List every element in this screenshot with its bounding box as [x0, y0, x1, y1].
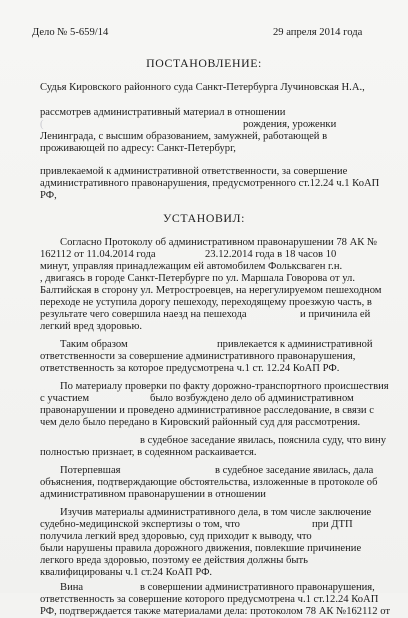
intro-line-3b: рождения, уроженки: [243, 119, 337, 130]
p5-line-3: административном правонарушении в отношении: [40, 489, 266, 500]
p1-line-2a: 162112 от 11.04.2014 года: [40, 249, 156, 260]
p3-line-4: чем дело было передано в Кировский районный суд для рассмотрения.: [40, 417, 361, 428]
intro-line-2: рассмотрев административный материал в отношении: [40, 107, 286, 118]
p1-line-1: Согласно Протоколу об административном правонарушении 78 АК №: [60, 237, 378, 248]
p6-line-3: получила легкий вред здоровью, суд приходит к выводу, что: [40, 531, 312, 542]
p7-line-1b: в совершении административного правонарушения,: [140, 582, 375, 593]
p1-line-4: , двигаясь в городе Санкт-Петербурге по ул. Маршала Говорова от ул.: [40, 273, 355, 284]
p7-line-1a: Вина: [60, 582, 84, 593]
p7-line-3: РФ, подтверждается также материалами дела: протоколом 78 АК №162112 от: [40, 606, 391, 617]
p5-line-1a: Потерпевшая: [60, 465, 121, 476]
p7-line-2: ответственность за совершение которого предусмотрена ч.1 ст.12.24 КоАП: [40, 594, 379, 605]
intro-line-1: Судья Кировского районного суда Санкт-Петербурга Лучиновская Н.А.,: [40, 82, 365, 93]
p4-line-1: в судебное заседание явилась, пояснила суду, что вину: [140, 435, 387, 446]
case-number: Дело № 5-659/14: [32, 27, 109, 38]
p1-line-7a: результате чего совершила наезд на пешехода: [40, 309, 247, 320]
p5-line-1b: в судебное заседание явилась, дала: [215, 465, 374, 476]
intro-line-5: проживающей по адресу: Санкт-Петербург,: [40, 143, 236, 154]
p2-line-3: ответственность за которое предусмотрена ч.1 ст. 12.24 КоАП РФ.: [40, 363, 340, 374]
p1-line-8: легкий вред здоровью.: [40, 321, 143, 332]
p3-line-2a: с участием: [40, 393, 90, 404]
intro-line-9: РФ,: [40, 190, 57, 201]
p1-line-5: Балтийская в сторону ул. Метростроевцев, на нерегулируемом пешеходном: [40, 285, 382, 296]
p4-line-2: полностью признает, в содеянном раскаивается.: [40, 447, 257, 458]
document-date: 29 апреля 2014 года: [273, 27, 363, 38]
p6-line-5: легкого вреда здоровью, поэтому ее действия должны быть: [40, 555, 308, 566]
p1-line-6: переходе не уступила дорогу пешеходу, переходящему проезжую часть, в: [40, 297, 372, 308]
intro-line-4: Ленинграда, с высшим образованием, замужней, работающей в: [40, 131, 328, 142]
intro-line-7: привлекаемой к административной ответственности, за совершение: [40, 166, 348, 177]
p1-line-3: минут, управляя принадлежащим ей автомобилем Фольксваген г.н.: [40, 261, 343, 272]
p6-line-4: были нарушены правила дорожного движения, повлекшие причинение: [40, 543, 362, 554]
p2-line-1b: привлекается к административной: [217, 339, 373, 350]
p6-line-6: квалифицированы ч.1 ст.24 КоАП РФ.: [40, 567, 213, 578]
p1-line-2b: 23.12.2014 года в 18 часов 10: [205, 249, 337, 260]
p3-line-1: По материалу проверки по факту дорожно-транспортного происшествия: [60, 381, 389, 392]
p6-line-2a: судебно-медицинской экспертизы о том, что: [40, 519, 240, 530]
p6-line-1: Изучив материалы административного дела, в том числе заключение: [60, 507, 372, 518]
p5-line-2: объяснения, подтверждающие обстоятельства, изложенные в протоколе об: [40, 477, 378, 488]
intro-line-8: административного правонарушения, предусмотренного ст.12.24 ч.1 КоАП: [40, 178, 380, 189]
p3-line-2b: было возбуждено дело об административном: [150, 393, 354, 404]
p2-line-2: ответственности за совершение административного правонарушения,: [40, 351, 356, 362]
p1-line-7b: и причинила ей: [300, 309, 371, 320]
p3-line-3: правонарушении и проведено административное расследование, в связи с: [40, 405, 374, 416]
p6-line-2b: при ДТП: [312, 519, 353, 530]
section-heading: УСТАНОВИЛ:: [162, 211, 246, 225]
document-title: ПОСТАНОВЛЕНИЕ:: [146, 56, 262, 70]
intro-line-3a: (: [40, 119, 44, 130]
p2-line-1a: Таким образом: [60, 339, 128, 350]
